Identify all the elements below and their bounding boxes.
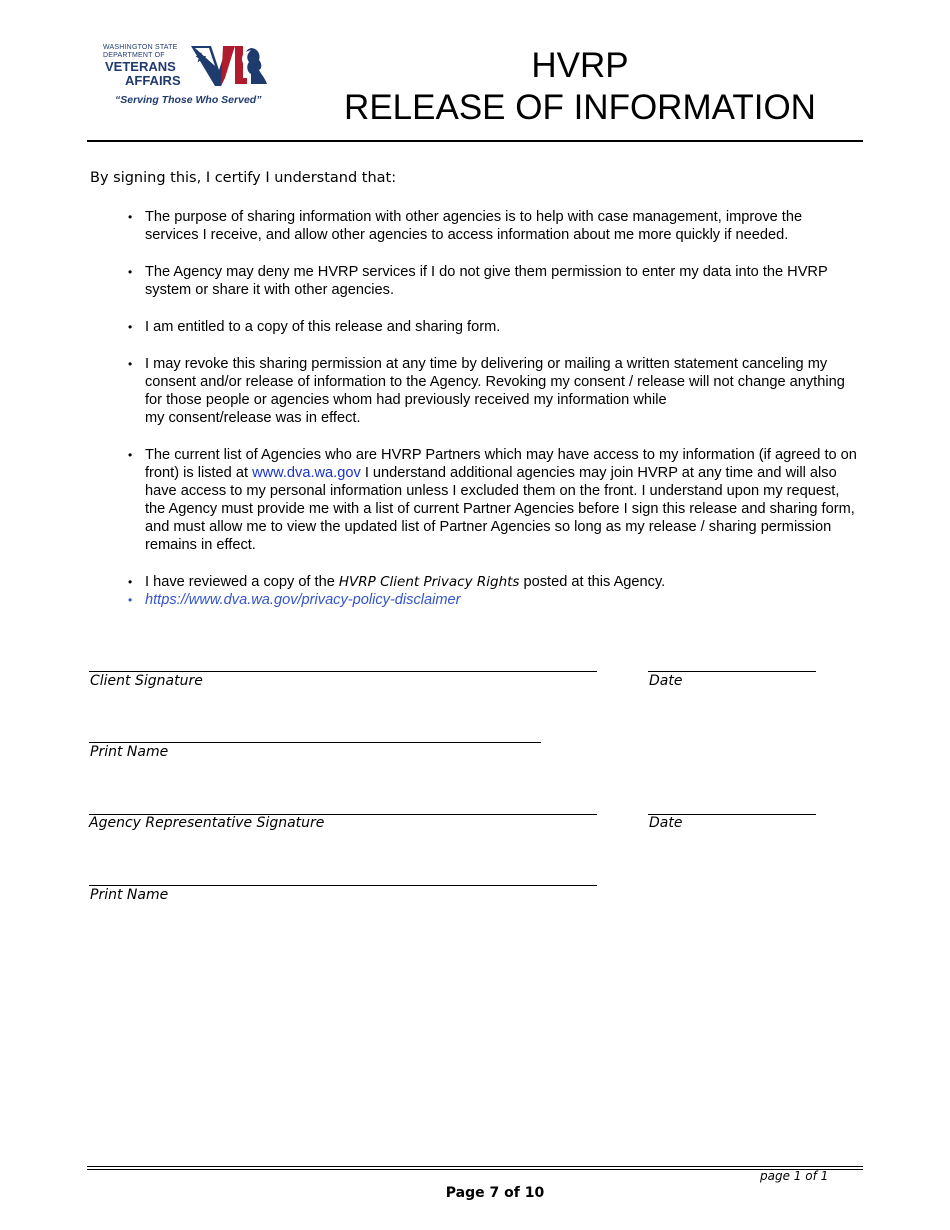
terms-list [128,208,858,609]
form-page-indicator: page 1 of 1 [760,1169,829,1183]
client-signature-label: Client Signature [90,673,203,689]
client-date-field[interactable] [648,671,816,672]
item-text-continued: posted at this Agency. [519,574,666,590]
logo-line-2: DEPARTMENT OF [103,52,165,59]
logo-line-3: VETERANS [105,59,176,74]
client-print-name-label: Print Name [90,744,169,760]
list-item [128,355,858,427]
bullet-icon: • [128,265,133,279]
title-line-1: HVRP [531,46,629,85]
bullet-icon: • [128,210,133,224]
privacy-policy-link[interactable]: https://www.dva.wa.gov/privacy-policy-disclaimer [145,592,461,608]
agency-date-label: Date [649,815,683,831]
bullet-icon: • [128,320,133,334]
item-text: I have reviewed a copy of the [145,574,339,590]
item-text-continued: my consent/release was in effect. [145,410,361,426]
list-item [128,591,858,609]
title-line-2: RELEASE OF INFORMATION [344,88,816,127]
list-item [128,208,858,244]
footer-divider-bottom [87,1169,863,1170]
list-item [128,573,858,591]
list-item [128,318,858,336]
item-text: I am entitled to a copy of this release and sharing form. [145,319,501,335]
item-text-continued: I understand additional agencies may join HVRP at any time and will also have access to my personal information unless I excluded them on the front. I understand upon my request, the Agency must provide me with a list of current Partner Agencies before I sign this release and sharing form, and must allow me to view the updated list of Partner Agencies so long as my release / sharing permission remains in effect. [145,465,855,553]
agency-print-name-label: Print Name [90,887,169,903]
va-logo [103,44,269,110]
item-text: The current list of Agencies who are HVRP Partners which may have access to my information (if agreed to on front) is listed at [145,447,857,481]
list-item [128,446,858,554]
logo-tagline: “Serving Those Who Served” [115,94,262,106]
privacy-rights-title: HVRP Client Privacy Rights [338,574,520,590]
client-date-label: Date [649,673,683,689]
bullet-icon: • [128,357,133,371]
bullet-icon: • [128,593,133,607]
dva-website-link[interactable]: www.dva.wa.gov [252,465,361,481]
bullet-icon: • [128,448,133,462]
item-text: The purpose of sharing information with other agencies is to help with case management, improve the services I receive, and allow other agencies to access information about me more quickly if needed. [145,209,803,243]
item-text: I may revoke this sharing permission at any time by delivering or mailing a written statement canceling my consent and/or release of information to the Agency. Revoking my consent / release will not change anything for those people or agencies whom had previously received my information while [145,356,845,408]
bullet-icon: • [128,575,133,589]
page-number: Page 7 of 10 [445,1185,545,1201]
logo-line-4: AFFAIRS [125,73,181,88]
agency-print-name-field[interactable] [89,885,597,886]
header-divider [87,140,863,142]
intro-text: By signing this, I certify I understand that: [90,170,397,186]
footer-divider-top [87,1166,863,1167]
client-signature-field[interactable] [89,671,597,672]
list-item [128,263,858,299]
item-text: The Agency may deny me HVRP services if I do not give them permission to enter my data into the HVRP system or share it with other agencies. [145,264,828,298]
logo-line-1: WASHINGTON STATE [103,44,178,51]
client-print-name-field[interactable] [89,742,541,743]
logo-emblem-icon [189,44,269,88]
agency-signature-label: Agency Representative Signature [89,815,325,831]
